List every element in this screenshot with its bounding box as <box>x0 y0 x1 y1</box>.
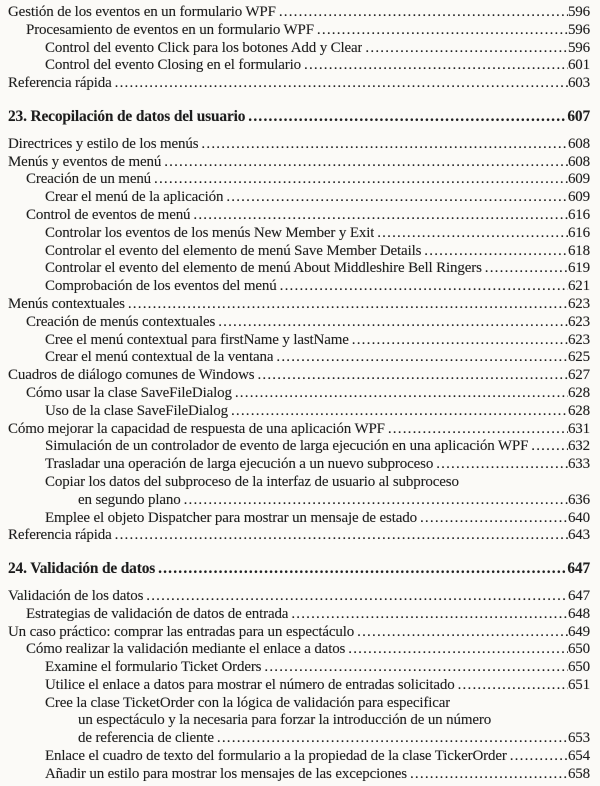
leader-dots <box>190 207 568 225</box>
leader-dots <box>528 438 568 456</box>
leader-dots <box>433 456 568 474</box>
page-number: 608 <box>567 135 590 152</box>
page-number: 650 <box>567 641 590 658</box>
toc-entry-row <box>8 624 590 642</box>
entry-title: Control de eventos de menú <box>26 206 191 223</box>
page-number: 608 <box>567 153 590 170</box>
toc-entry-row <box>8 403 590 421</box>
leader-dots <box>482 260 568 278</box>
leader-dots <box>155 560 567 578</box>
toc-entry-row <box>8 154 590 172</box>
page-number: 596 <box>567 39 590 56</box>
page-number: 623 <box>567 331 590 348</box>
page-number: 647 <box>567 560 590 578</box>
entry-title: Menús contextuales <box>8 295 125 312</box>
leader-dots <box>223 189 568 207</box>
page-number: 648 <box>567 605 590 622</box>
toc-entry-row <box>8 171 590 189</box>
leader-dots <box>417 510 568 528</box>
leader-dots <box>181 492 568 510</box>
leader-dots <box>301 57 568 75</box>
leader-dots <box>362 40 568 58</box>
toc-entry-row <box>8 243 590 261</box>
toc-entry-row <box>8 730 590 748</box>
leader-dots <box>214 730 568 748</box>
page-number: 640 <box>567 509 590 526</box>
page-number: 650 <box>567 659 590 676</box>
entry-title: Control del evento Click para los botones Add y Clear <box>45 39 363 56</box>
entry-title: Controlar el evento del elemento de menú Save Member Details <box>45 242 422 259</box>
page-number: 618 <box>567 242 590 259</box>
page-number: 607 <box>567 107 590 125</box>
entry-title: Cómo usar la clase SaveFileDialog <box>26 384 232 401</box>
entry-title: Cómo mejorar la capacidad de respuesta de una aplicación WPF <box>8 420 385 437</box>
leader-dots <box>273 349 568 367</box>
entry-title: Referencia rápida <box>8 75 112 92</box>
entry-title: Controlar los eventos de los menús New Member y Exit <box>45 224 375 241</box>
page-number: 616 <box>567 206 590 223</box>
toc-entry-row <box>8 278 590 296</box>
toc-entry-row <box>8 659 590 677</box>
leader-dots <box>421 243 568 261</box>
entry-title: Crear el menú de la aplicación <box>45 189 224 206</box>
entry-title: Cree el menú contextual para firstName y lastName <box>45 331 349 348</box>
toc-entry-row <box>8 260 590 278</box>
toc-entry-row <box>8 588 590 606</box>
entry-title: Un caso práctico: comprar las entradas para un espectáculo <box>8 623 355 640</box>
page-number: 619 <box>567 260 590 277</box>
toc-entry-row <box>8 641 590 659</box>
toc-entry-row <box>8 695 590 713</box>
page-number: 654 <box>567 748 590 765</box>
entry-title: Simulación de un controlador de evento de larga ejecución en una aplicación WPF <box>45 438 529 455</box>
toc-entry-row <box>8 136 590 154</box>
entry-title: de referencia de cliente <box>78 730 214 747</box>
leader-dots <box>112 75 568 93</box>
chapter-title: 23. Recopilación de datos del usuario <box>8 107 246 125</box>
leader-dots <box>276 4 568 22</box>
page-number: 628 <box>567 402 590 419</box>
toc-entry-row <box>8 474 590 492</box>
entry-title: Menús y eventos de menú <box>8 153 162 170</box>
entry-title: un espectáculo y la necesaria para forzar la introducción de un número <box>78 712 492 729</box>
toc-entry-row <box>8 40 590 58</box>
entry-title: Trasladar una operación de larga ejecución a un nuevo subproceso <box>45 456 434 473</box>
page-number: 653 <box>567 730 590 747</box>
page-number: 632 <box>567 438 590 455</box>
leader-dots <box>455 677 568 695</box>
entry-title: en segundo plano <box>78 491 181 508</box>
entry-title: Examine el formulario Ticket Orders <box>45 659 262 676</box>
entry-title: Controlar el evento del elemento de menú About Middleshire Bell Ringers <box>45 260 482 277</box>
toc-entry-row <box>8 456 590 474</box>
page-number: 601 <box>567 57 590 74</box>
entry-title: Utilice el enlace a datos para mostrar el número de entradas solicitado <box>45 676 455 693</box>
leader-dots <box>232 385 568 403</box>
leader-dots <box>288 606 568 624</box>
entry-title: Copiar los datos del subproceso de la interfaz de usuario al subproceso <box>45 473 459 490</box>
leader-dots <box>374 225 568 243</box>
entry-title: Referencia rápida <box>8 527 112 544</box>
toc-entry-row <box>8 349 590 367</box>
page-number: 636 <box>567 491 590 508</box>
page-number: 609 <box>567 171 590 188</box>
toc-chapter-row <box>8 108 590 126</box>
page-number: 627 <box>567 367 590 384</box>
page-number: 649 <box>567 623 590 640</box>
entry-title: Cree la clase TicketOrder con la lógica de validación para especificar <box>45 694 451 711</box>
entry-title: Estrategias de validación de datos de entrada <box>26 605 289 622</box>
leader-dots <box>314 22 568 40</box>
page-number: 596 <box>567 21 590 38</box>
entry-title: Añadir un estilo para mostrar los mensajes de las excepciones <box>45 765 407 782</box>
leader-dots <box>345 641 568 659</box>
entry-title: Enlace el cuadro de texto del formulario a la propiedad de la clase TickerOrder <box>45 748 507 765</box>
toc-entry-row <box>8 438 590 456</box>
leader-dots <box>349 332 568 350</box>
toc-entry-row <box>8 492 590 510</box>
toc-entry-row <box>8 332 590 350</box>
leader-dots <box>151 171 568 189</box>
leader-dots <box>407 766 568 784</box>
page-number: 643 <box>567 527 590 544</box>
chapter-title: 24. Validación de datos <box>8 560 156 578</box>
page-number: 625 <box>567 349 590 366</box>
toc-entry-row <box>8 421 590 439</box>
page-number: 631 <box>567 420 590 437</box>
toc-entry-row <box>8 606 590 624</box>
entry-title: Cómo realizar la validación mediante el enlace a datos <box>26 641 346 658</box>
entry-title: Uso de la clase SaveFileDialog <box>45 402 228 419</box>
page-number: 596 <box>567 4 590 20</box>
toc-entry-row <box>8 766 590 784</box>
toc-entry-row <box>8 527 590 545</box>
toc-entry-row <box>8 75 590 93</box>
entry-title: Gestión de los eventos en un formulario WPF <box>8 4 276 20</box>
leader-dots <box>143 588 568 606</box>
leader-dots <box>254 367 567 385</box>
entry-title: Emplee el objeto Dispatcher para mostrar un mensaje de estado <box>45 509 417 526</box>
page-number: 651 <box>567 676 590 693</box>
entry-title: Crear el menú contextual de la ventana <box>45 349 274 366</box>
entry-title: Comprobación de los eventos del menú <box>45 278 277 295</box>
toc-entry-row <box>8 4 590 22</box>
entry-title: Cuadros de diálogo comunes de Windows <box>8 367 255 384</box>
toc-entry-row <box>8 296 590 314</box>
entry-title: Creación de menús contextuales <box>26 313 216 330</box>
leader-dots <box>277 278 568 296</box>
page-number: 623 <box>567 295 590 312</box>
toc-entry-row <box>8 57 590 75</box>
toc-chapter-row <box>8 560 590 578</box>
toc-entry-row <box>8 207 590 225</box>
leader-dots <box>215 314 568 332</box>
page-number: 628 <box>567 384 590 401</box>
page-number: 658 <box>567 765 590 782</box>
toc-entry-row <box>8 712 590 730</box>
toc-entry-row <box>8 22 590 40</box>
leader-dots <box>125 296 568 314</box>
leader-dots <box>261 659 568 677</box>
leader-dots <box>112 527 568 545</box>
toc-entry-row <box>8 189 590 207</box>
toc-entry-row <box>8 677 590 695</box>
toc-entry-row <box>8 748 590 766</box>
leader-dots <box>198 136 568 154</box>
page-number: 603 <box>567 75 590 92</box>
toc-entry-row <box>8 510 590 528</box>
page-number: 621 <box>567 278 590 295</box>
page-number: 609 <box>567 189 590 206</box>
leader-dots <box>507 748 568 766</box>
leader-dots <box>385 421 568 439</box>
entry-title: Procesamiento de eventos en un formulario WPF <box>26 21 314 38</box>
toc-entry-row <box>8 367 590 385</box>
leader-dots <box>354 624 568 642</box>
toc-entry-row <box>8 314 590 332</box>
leader-dots <box>245 108 567 126</box>
entry-title: Control del evento Closing en el formulario <box>45 57 301 74</box>
entry-title: Validación de los datos <box>8 587 144 604</box>
leader-dots <box>228 403 568 421</box>
leader-dots <box>161 154 568 172</box>
page-number: 633 <box>567 456 590 473</box>
page-number: 647 <box>567 587 590 604</box>
page-number: 623 <box>567 313 590 330</box>
toc-entry-row <box>8 385 590 403</box>
entry-title: Directrices y estilo de los menús <box>8 135 199 152</box>
entry-title: Creación de un menú <box>26 171 152 188</box>
page-number: 616 <box>567 224 590 241</box>
toc-entry-row <box>8 225 590 243</box>
